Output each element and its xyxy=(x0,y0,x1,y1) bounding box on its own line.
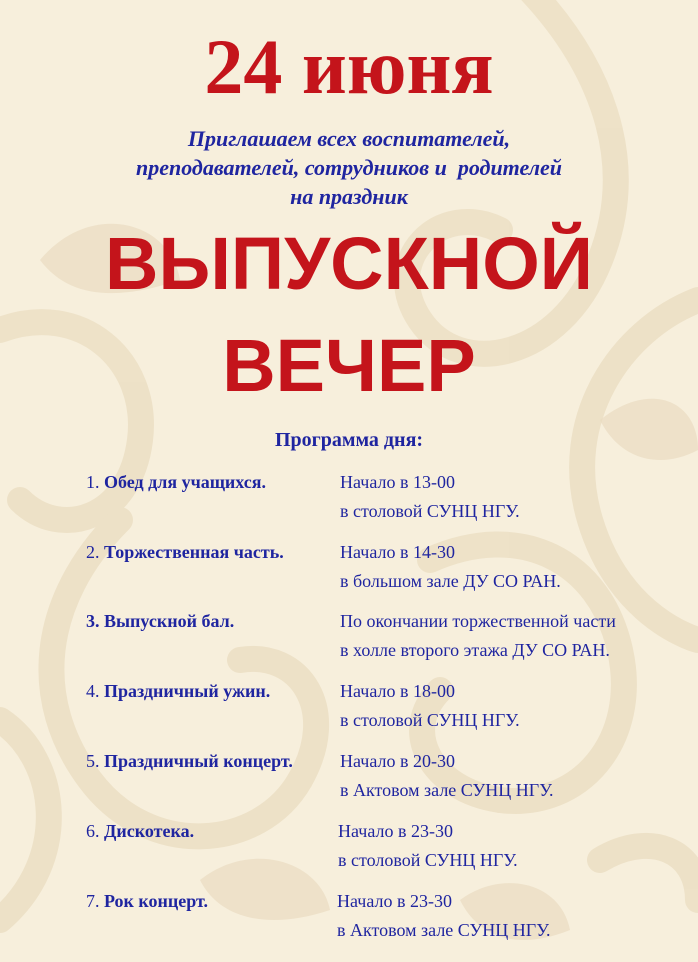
program-item-label: Рок концерт. xyxy=(104,891,209,911)
program-item xyxy=(0,677,698,733)
program-item-details xyxy=(340,747,554,805)
program-item-name xyxy=(86,747,293,776)
program-item-name xyxy=(86,817,194,846)
program-item-time: По окончании торжественной части xyxy=(340,611,616,631)
program-item-label: Обед для учащихся. xyxy=(104,472,266,492)
program-item-time: Начало в 23-30 xyxy=(338,821,453,841)
program-item xyxy=(0,747,698,803)
program-item-place: в Актовом зале СУНЦ НГУ. xyxy=(340,780,554,800)
program-item xyxy=(0,607,698,663)
program-item xyxy=(0,817,698,873)
invitation-line: Приглашаем всех воспитателей, xyxy=(187,126,511,151)
program-item-number: 3. xyxy=(86,611,100,631)
invitation-line: на праздник xyxy=(290,184,408,209)
program-item-name xyxy=(86,468,266,497)
program-item-place: в холле второго этажа ДУ СО РАН. xyxy=(340,640,610,660)
program-item-label: Выпускной бал. xyxy=(104,611,235,631)
program-item-number: 4. xyxy=(86,681,100,701)
program-item-time: Начало в 23-30 xyxy=(337,891,452,911)
program-item-details xyxy=(340,607,616,665)
program-item-place: в столовой СУНЦ НГУ. xyxy=(340,710,520,730)
program-item-name xyxy=(86,677,270,706)
event-date: 24 июня xyxy=(204,23,494,110)
program-item-place: в столовой СУНЦ НГУ. xyxy=(338,850,518,870)
program-item-number: 6. xyxy=(86,821,100,841)
program-item xyxy=(0,468,698,524)
program-item-number: 5. xyxy=(86,751,100,771)
program-item-label: Дискотека. xyxy=(104,821,195,841)
program-item xyxy=(0,887,698,943)
program-item-details xyxy=(340,468,520,526)
event-title-line-2: ВЕЧЕР xyxy=(222,324,476,407)
program-item-label: Торжественная часть. xyxy=(104,542,284,562)
event-title-line-1: ВЫПУСКНОЙ xyxy=(105,222,593,305)
program-item-number: 1. xyxy=(86,472,100,492)
program-item-time: Начало в 20-30 xyxy=(340,751,455,771)
program-item-name xyxy=(86,607,234,636)
program-item xyxy=(0,538,698,594)
program-item-name xyxy=(86,538,284,567)
program-item-details xyxy=(338,817,518,875)
program-item-label: Праздничный концерт. xyxy=(104,751,293,771)
program-heading: Программа дня: xyxy=(274,429,424,451)
program-item-time: Начало в 13-00 xyxy=(340,472,455,492)
program-item-time: Начало в 18-00 xyxy=(340,681,455,701)
program-item-time: Начало в 14-30 xyxy=(340,542,455,562)
invitation-text xyxy=(0,124,698,211)
program-item-name xyxy=(86,887,208,916)
program-item-place: в большом зале ДУ СО РАН. xyxy=(340,571,561,591)
program-item-number: 2. xyxy=(86,542,100,562)
program-item-label: Праздничный ужин. xyxy=(104,681,271,701)
program-item-details xyxy=(340,677,520,735)
program-item-place: в столовой СУНЦ НГУ. xyxy=(340,501,520,521)
program-item-number: 7. xyxy=(86,891,100,911)
program-item-details xyxy=(337,887,551,945)
invitation-line: преподавателей, сотрудников и родителей xyxy=(135,155,563,180)
program-item-place: в Актовом зале СУНЦ НГУ. xyxy=(337,920,551,940)
program-item-details xyxy=(340,538,561,596)
